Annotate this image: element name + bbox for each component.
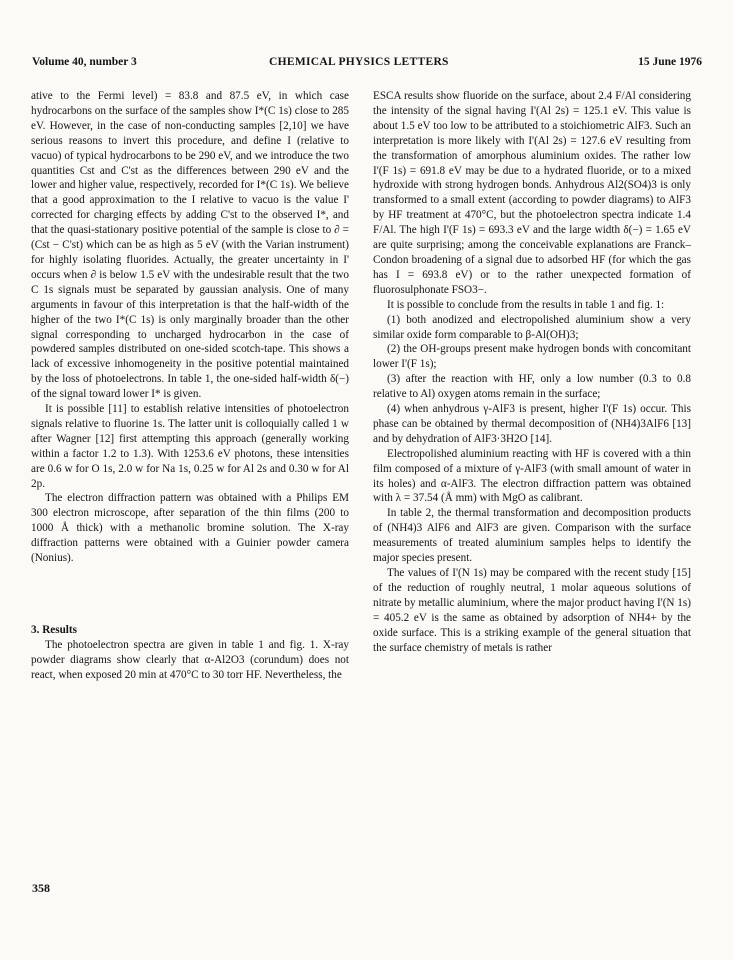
paragraph-results-intro: The photoelectron spectra are given in table 1 and fig. 1. X-ray powder diagrams show clearly that α-Al2O3 (corundum) does not react, when exposed 20 min at 470°C to 30 torr HF. Nevertheless, the xyxy=(31,638,349,681)
conclusion-item-3: (3) after the reaction with HF, only a low number (0.3 to 0.8 relative to Al) oxygen atoms remain in the surface; xyxy=(373,373,691,401)
running-header xyxy=(32,56,702,72)
journal-title: CHEMICAL PHYSICS LETTERS xyxy=(269,56,449,68)
paragraph-charging-correction: ative to the Fermi level) = 83.8 and 87.5 eV, in which case hydrocarbons on the surface of the samples show I*(C 1s) close to 285 eV. However, in the case of non-conducting samples [2,10] we have serious reasons to invert this procedure, and define I (relative to vacuo) of typical hydrocarbons to be 290 eV, and we introduce the two quantities Cst and C'st as the differences between 290 eV and the lower and higher value, respectively, recorded for I*(C 1s). We believe that a good approximation to the I relative to vacuo is the value I' corrected for charging effects by adding C'st to the observed I*, and that the quasi-stationary positive potential of the sample is close to ∂ = (Cst − C'st) which can be as high as 5 eV (with the Varian instrument) for highly isolating fluorides. Actually, the greater uncertainty in I' occurs when ∂ is below 1.5 eV with the undesirable result that the two C 1s signals must be separated by gaussian analysis. One of many arguments in favour of this interpretation is that the half-width of the higher of the two I*(C 1s) is only marginally broader than the other signal corresponding to uncharged hydrocarbon in the case of powdered samples distributed on one-sided scotch-tape. This shows a lack of excessive inhomogeneity in the positive potential maintained by the loss of photoelectrons. In table 1, the one-sided half-width δ(−) of the signal toward lower I* is given. xyxy=(31,90,349,401)
paragraph-table-2: In table 2, the thermal transformation and decomposition products of (NH4)3 AlF6 and AlF3 are given. Comparison with the surface measurements of treated aluminium samples helps to identify the major species present. xyxy=(373,507,691,565)
section-heading-results: 3. Results xyxy=(31,624,77,636)
page-number: 358 xyxy=(32,881,50,895)
conclusion-item-1: (1) both anodized and electropolished aluminium show a very similar oxide form comparable to β-Al(OH)3; xyxy=(373,313,691,341)
paragraph-diffraction-methods: The electron diffraction pattern was obtained with a Philips EM 300 electron microscope, after separation of the thin films (200 to 1000 Å thick) with a methanolic bromine solution. The X-ray diffraction patterns were obtained with a Guinier powder camera (Nonius). xyxy=(31,492,349,565)
paragraph-relative-intensities: It is possible [11] to establish relative intensities of photoelectron signals relative to fluorine 1s. The latter unit is colloquially called 1 w after Wagner [12] first attempting this approach (generally working within a factor 1.2 to 1.3). With 1253.6 eV photons, these intensities are 0.6 w for O 1s, 2.0 w for Na 1s, 0.25 w for Al 2s and 0.30 w for Al 2p. xyxy=(31,403,349,490)
volume-number: Volume 40, number 3 xyxy=(32,56,137,68)
conclusion-item-2: (2) the OH-groups present make hydrogen bonds with concomitant lower I'(F 1s); xyxy=(373,343,691,371)
right-column xyxy=(373,89,691,655)
conclusion-item-4: (4) when anhydrous γ-AlF3 is present, higher I'(F 1s) occur. This phase can be obtained by thermal decomposition of (NH4)3AlF6 [13] and by dehydration of AlF3·3H2O [14]. xyxy=(373,403,691,445)
issue-date: 15 June 1976 xyxy=(638,56,702,68)
paragraph-esca-fluoride: ESCA results show fluoride on the surface, about 2.4 F/Al considering the intensity of the signal having I'(Al 2s) = 125.1 eV. This value is about 1.5 eV too low to be attributed to a stoichiometric AlF3. Such an interpretation is more likely with I'(Al 2s) = 127.6 eV resulting from the transformation of amorphous aluminium oxides. The rather low I'(F 1s) = 691.8 eV may be due to a hydrated fluoride, or to a mixed hydroxide with strong hydrogen bonds. Anhydrous Al2(SO4)3 is only transformed to a small extent (according to powder diagrams) to AlF3 by HF treatment at 470°C, but the photoelectron spectra indicate 1.4 F/Al. The high I'(F 1s) = 693.3 eV and the large width δ(−) = 1.65 eV are quite surprising; among the conceivable explanations are Franck–Condon broadening of a signal due to adsorbed HF (for which the gas has I = 693.8 eV) or to the rather unexpected formation of fluorosulphonate FSO3−. xyxy=(373,90,691,296)
paragraph-conclusions-intro: It is possible to conclude from the results in table 1 and fig. 1: xyxy=(387,298,665,311)
section-gap xyxy=(31,566,349,623)
left-column xyxy=(31,89,349,683)
paragraph-nitrogen-values: The values of I'(N 1s) may be compared with the recent study [15] of the reduction of roughly neutral, 1 molar aqueous solutions of nitrate by metallic aluminium, where the major product having I'(N 1s) = 405.2 eV is the same as obtained by adsorption of NH4+ by the oxide surface. This is a striking example of the general situation that the surface chemistry of metals is rather xyxy=(373,567,691,654)
paragraph-electropolished: Electropolished aluminium reacting with HF is covered with a thin film composed of a mixture of γ-AlF3 (with small amount of water in its holes) and α-AlF3. The electron diffraction pattern was obtained with λ = 37.54 (Å mm) with MgO as calibrant. xyxy=(373,447,691,505)
